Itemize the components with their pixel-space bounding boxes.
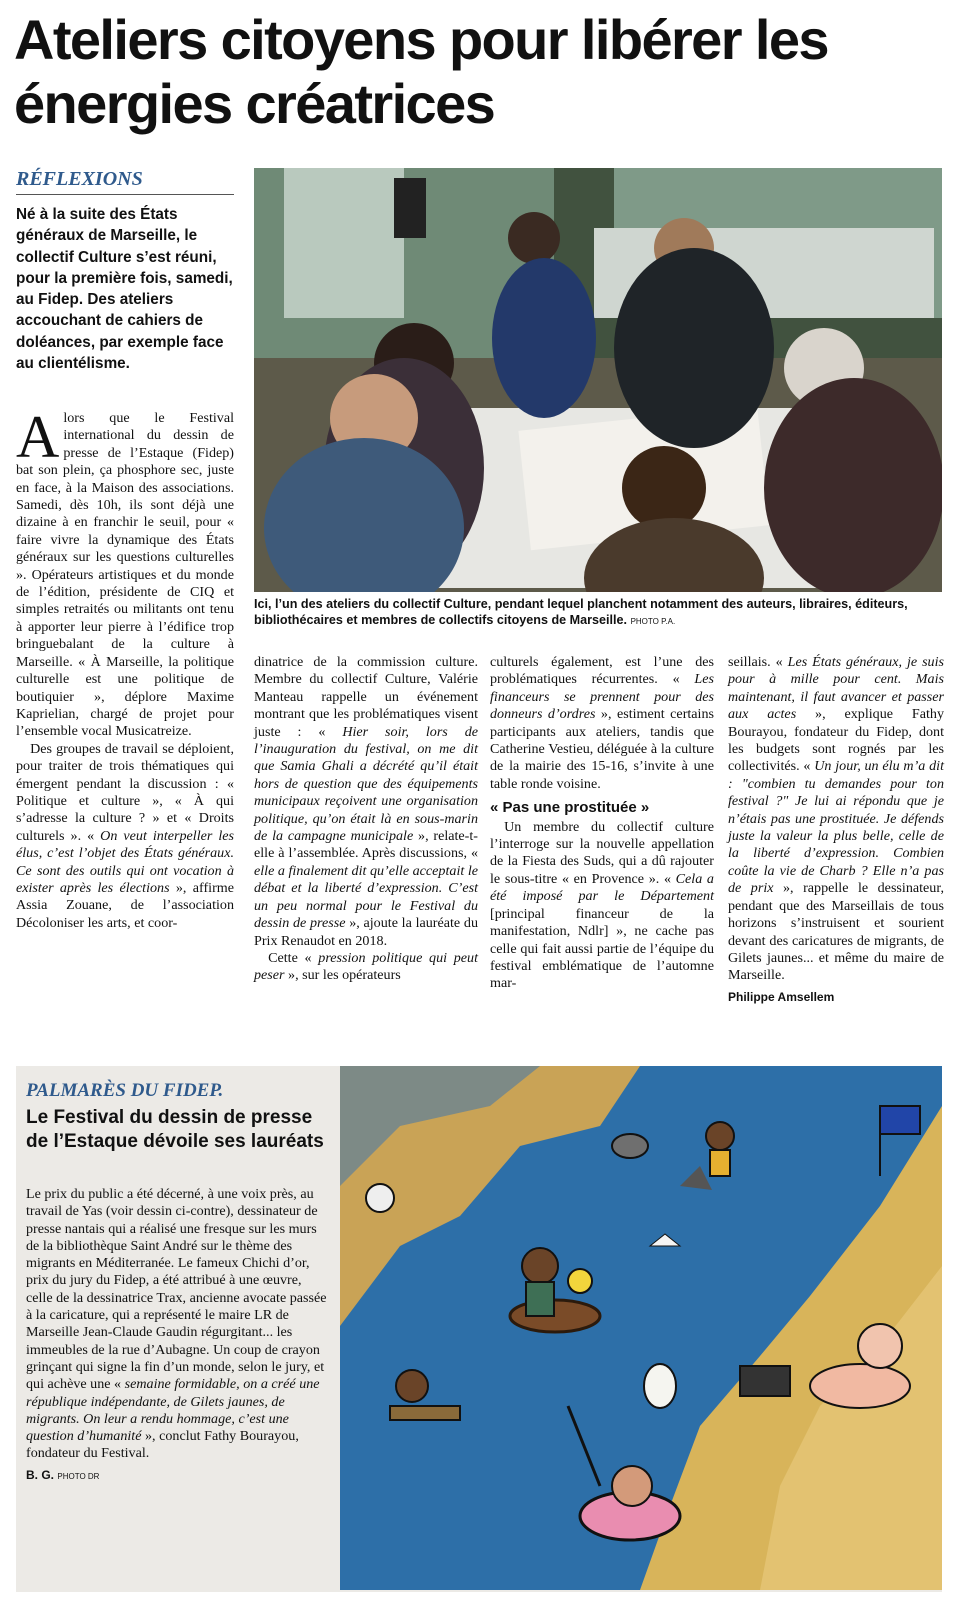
- article-byline: Philippe Amsellem: [728, 989, 835, 1004]
- sidebar-byline-name: B. G.: [26, 1467, 55, 1482]
- sidebar-body: [26, 1186, 330, 1485]
- headline: Ateliers citoyens pour libérer les énergies créatrices: [14, 8, 828, 135]
- sidebar-byline: [26, 1467, 330, 1485]
- workshop-photo: [254, 168, 942, 592]
- article-subhead: « Pas une prostituée »: [490, 799, 650, 817]
- article-paragraph-2-end: dinatrice de la commission culture. Membre du collectif Culture, Valérie Manteau rappelle un événement montrant que les problématiques visent juste : « Hier soir, lors de l’inauguration du festival, on me dit que Samia Ghali a décrété qu’il était hors de question que des équipements municipaux reçoivent une organisation politique, qu’on était là en sous-marin de la campagne municipale », relate-t-elle à l’assemblée. Après discussions, « elle a finalement dit qu’elle acceptait le débat et la liberté d’expression. C’est un peu normal pour le Festival du dessin de presse », ajoute la lauréate du Prix Renaudot en 2018.: [254, 654, 478, 949]
- article-paragraph-4-start: Un membre du collectif culture l’interroge sur la nouvelle appellation de la Fiesta des Suds, qui a dû rajouter le sous-titre « en Provence ». « Cela a été imposé par le Département [principal financeur de la manifestation, Ndlr] », ne cache pas celle qui fait aussi partie de l’équipe du festival emblématique de l’automne mar-: [490, 818, 714, 992]
- article-paragraph-1: lors que le Festival international du dessin de presse de l’Estaque (Fidep) bat son plein, ça phosphore sec, juste en face, à la Maison des associations. Samedi, dès 10h, ils sont déjà une dizaine à en franchir le seuil, pour « faire vivre la dynamique des États généraux sur les questions culturelles ». Opérateurs artistiques et du monde de l’édition, présidente de CIQ et simples retraités ou militants ont tenu à apporter leur pierre à l’édifice trop bringuebalant de la culture à Marseille. « À Marseille, la politique culturelle est une politique de boutiquier », déplore Maxime Kaprielian, chargé de projet pour l’ensemble vocal Musicatreize.: [16, 410, 234, 740]
- photo-caption-text: Ici, l’un des ateliers du collectif Culture, pendant lequel planchent notamment des auteurs, libraires, éditeurs, bibliothécaires et membres de collectifs citoyens de Marseille.: [254, 597, 908, 627]
- kicker-label: RÉFLEXIONS: [16, 168, 234, 195]
- article-column-2: [254, 654, 478, 985]
- sidebar-title: Le Festival du dessin de presse de l’Estaque dévoile ses lauréats: [26, 1107, 324, 1152]
- sidebar-photo-credit: PHOTO DR: [57, 1471, 100, 1481]
- cartoon-illustration: [340, 1066, 942, 1590]
- article-column-4: [728, 654, 944, 1006]
- article-paragraph-2-start: Des groupes de travail se déploient, pour traiter de trois thématiques qui émergent pendant la discussion : « Politique et culture », « À qui s’adresse la culture ? » et « Droits culturels ». « On veut interpeller les élus, c’est l’objet des États généraux. Ce sont des outils qui ont vocation à exister après les élections », affirme Assia Zouane, de l’association Décoloniser les arts, et coor-: [16, 740, 235, 931]
- photo-caption: [254, 596, 942, 630]
- drop-cap: A: [16, 404, 60, 470]
- lead-paragraph: Né à la suite des États généraux de Marseille, le collectif Culture s’est réuni, pour la première fois, samedi, au Fidep. Des ateliers accouchant de cahiers de doléances, par exemple face au clientélisme.: [16, 206, 233, 373]
- article-column-3: [490, 654, 714, 993]
- sidebar-kicker: PALMARÈS DU FIDEP.: [26, 1080, 224, 1101]
- sidebar-body-text: Le prix du public a été décerné, à une voix près, au travail de Yas (voir dessin ci-contre), dessinateur de presse nantais qui a réalisé une fresque sur les murs de la bibliothèque Saint André sur le thème des migrants en Méditerranée. Le fameux Chichi d’or, prix du jury du Fidep, a été attribué à une œuvre, celle de la dessinatrice Trax, ancienne avocate passée à la caricature, qui a représenté le maire LR de Marseille Jean-Claude Gaudin régurgitant... les immeubles de la rue d’Aubagne. Un coup de crayon grinçant qui signe la fin d’un monde, selon le jury, et qui achève une « semaine formidable, on a créé une république indépendante, de Gilets jaunes, de migrants. On leur a rendu hommage, c’est une question d’humanité », conclut Fathy Bourayou, fondateur du Festival.: [26, 1186, 327, 1462]
- photo-credit: PHOTO P.A.: [630, 617, 676, 626]
- article-paragraph-4-end: seillais. « Les États généraux, je suis pour à mille pour cent. Mais maintenant, il faut avancer et passer aux actes », explique Fathy Bourayou, fondateur du Fidep, dont les budgets sont rognés par les collectivités. « Un jour, un élu m’a dit : "combien tu demandes pour ton festival ?" Je lui ai répondu que je n’étais pas une prostituée. Je défends juste la valeur la plus belle, celle de la liberté d’expression. Combien coûte la vie de Charb ? Elle n’a pas de prix », rappelle le dessinateur, pendant que des Marseillais de tous horizons s’instruisent et sourient devant des caricatures de migrants, de Gilets jaunes... et même du maire de Marseille.: [728, 654, 944, 984]
- article-paragraph-3-start: Cette « pression politique qui peut peser », sur les opérateurs: [254, 949, 478, 984]
- workshop-photo-illustration: [254, 168, 942, 592]
- article-paragraph-3-end: culturels également, est l’une des problématiques récurrentes. « Les financeurs se prennent pour des donneurs d’ordres », estiment certains participants aux ateliers, tandis que Catherine Vestieu, déléguée à la culture de la mairie des 15-16, s’invite à une table ronde voisine.: [490, 654, 715, 792]
- article-column-1: [16, 404, 235, 932]
- migrants-cartoon: [340, 1066, 942, 1590]
